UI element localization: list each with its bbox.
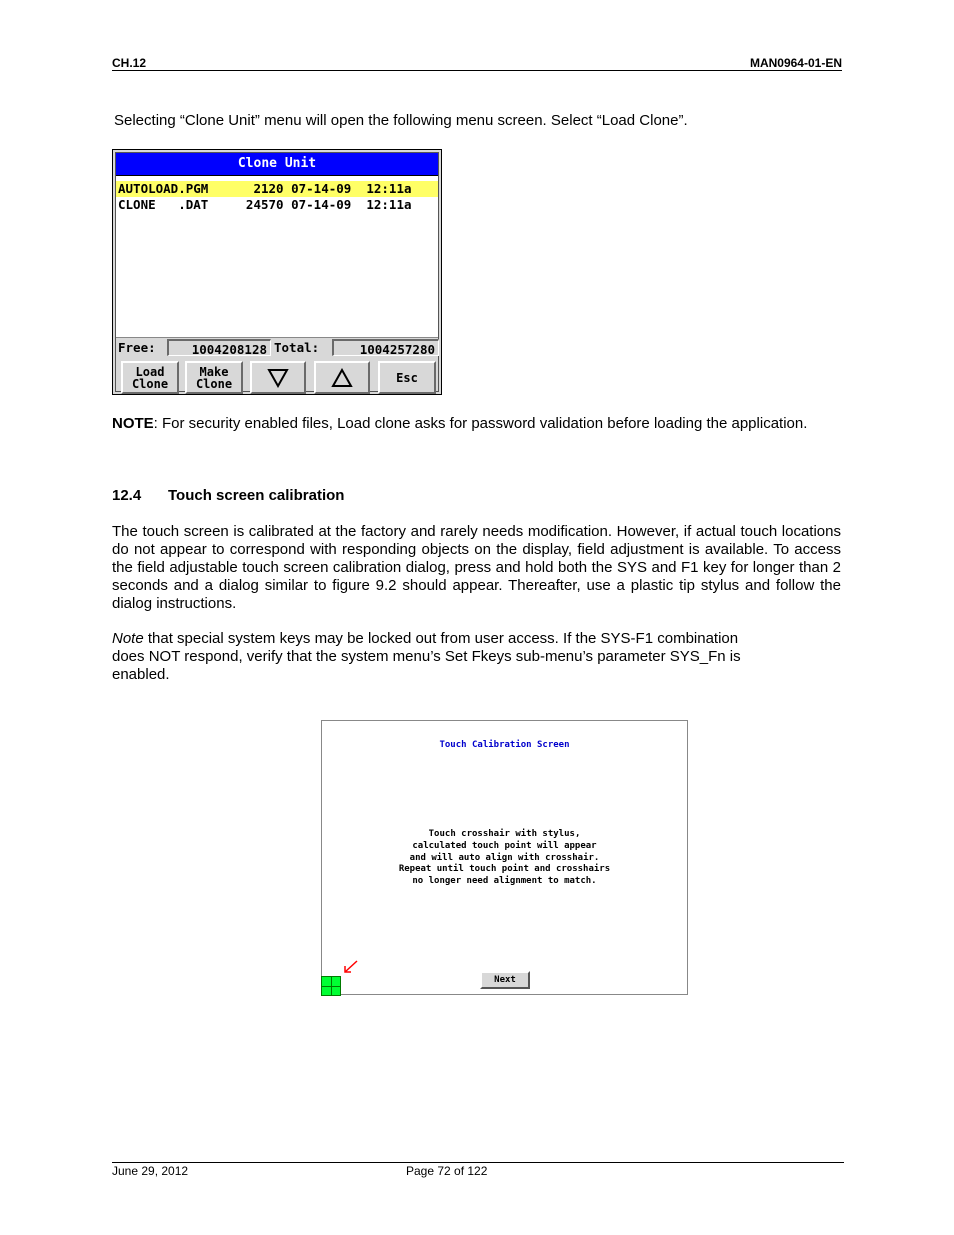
free-label: Free:: [118, 340, 156, 355]
triangle-down-icon: [267, 368, 289, 388]
header-chapter: CH.12: [112, 56, 147, 70]
clone-unit-title: Clone Unit: [116, 153, 438, 176]
footer-rule: [112, 1162, 844, 1163]
clone-unit-screen: [112, 149, 442, 395]
calibration-line-2: calculated touch point will appear: [412, 841, 597, 851]
header-rule: [112, 70, 842, 71]
next-button[interactable]: Next: [480, 971, 530, 989]
file-list: [116, 176, 438, 338]
calibration-line-4: Repeat until touch point and crosshairs: [398, 864, 611, 874]
red-arrow-icon: [342, 959, 360, 975]
security-note: [112, 415, 807, 433]
body-paragraph: The touch screen is calibrated at the factory and rarely needs modification. However, if actual touch locations do not appear to correspond with responding objects on the display, field adjustment is available. To access the field adjustable touch screen calibration dialog, press and hold both the SYS and F1 key for longer than 2 seconds and a dialog similar to figure 9.2 should appear. Thereafter, use a plastic tip stylus and follow the dialog instructions.: [112, 523, 841, 612]
make-clone-button[interactable]: [185, 361, 243, 394]
header-doc-id: MAN0964-01-EN: [749, 56, 842, 70]
intro-text: Selecting “Clone Unit” menu will open the following menu screen. Select “Load Clone”.: [114, 112, 688, 129]
load-clone-button[interactable]: [121, 361, 179, 394]
crosshair-icon[interactable]: [321, 976, 341, 996]
calibration-title: Touch Calibration Screen: [439, 740, 570, 750]
calibration-line-3: and will auto align with crosshair.: [409, 853, 600, 863]
total-label: Total:: [274, 340, 320, 355]
touch-calibration-screen: [321, 720, 688, 995]
calibration-line-1: Touch crosshair with stylus,: [428, 829, 581, 839]
total-value: 1004257280: [332, 339, 439, 356]
load-clone-label: Load Clone: [131, 364, 169, 391]
sys-key-note: Note that special system keys may be locked out from user access. If the SYS-F1 combination does NOT respond, verify that the system menu’s Set Fkeys sub-menu’s parameter SYS_Fn is enabled.: [112, 630, 741, 683]
clone-unit-panel: [115, 152, 439, 392]
section-title: Touch screen calibration: [168, 487, 345, 504]
free-value: 1004208128: [167, 339, 271, 356]
note-label: NOTE: [112, 415, 154, 432]
triangle-up-icon: [331, 368, 353, 388]
note-text: : For security enabled files, Load clone asks for password validation before loading the application.: [153, 415, 808, 432]
note2-label: Note: [112, 630, 144, 647]
calibration-line-5: no longer need alignment to match.: [412, 876, 597, 886]
file-row-autoload[interactable]: AUTOLOAD.PGM 2120 07-14-09 12:11a: [116, 181, 438, 197]
scroll-down-button[interactable]: [250, 361, 306, 394]
file-row-clone[interactable]: CLONE .DAT 24570 07-14-09 12:11a: [118, 197, 412, 212]
esc-label: Esc: [396, 370, 418, 385]
footer-date: June 29, 2012: [112, 1164, 189, 1178]
esc-button[interactable]: [378, 361, 436, 394]
scroll-up-button[interactable]: [314, 361, 370, 394]
section-number: 12.4: [112, 487, 142, 504]
make-clone-label: Make Clone: [195, 364, 233, 391]
footer-page: Page 72 of 122: [406, 1164, 488, 1178]
